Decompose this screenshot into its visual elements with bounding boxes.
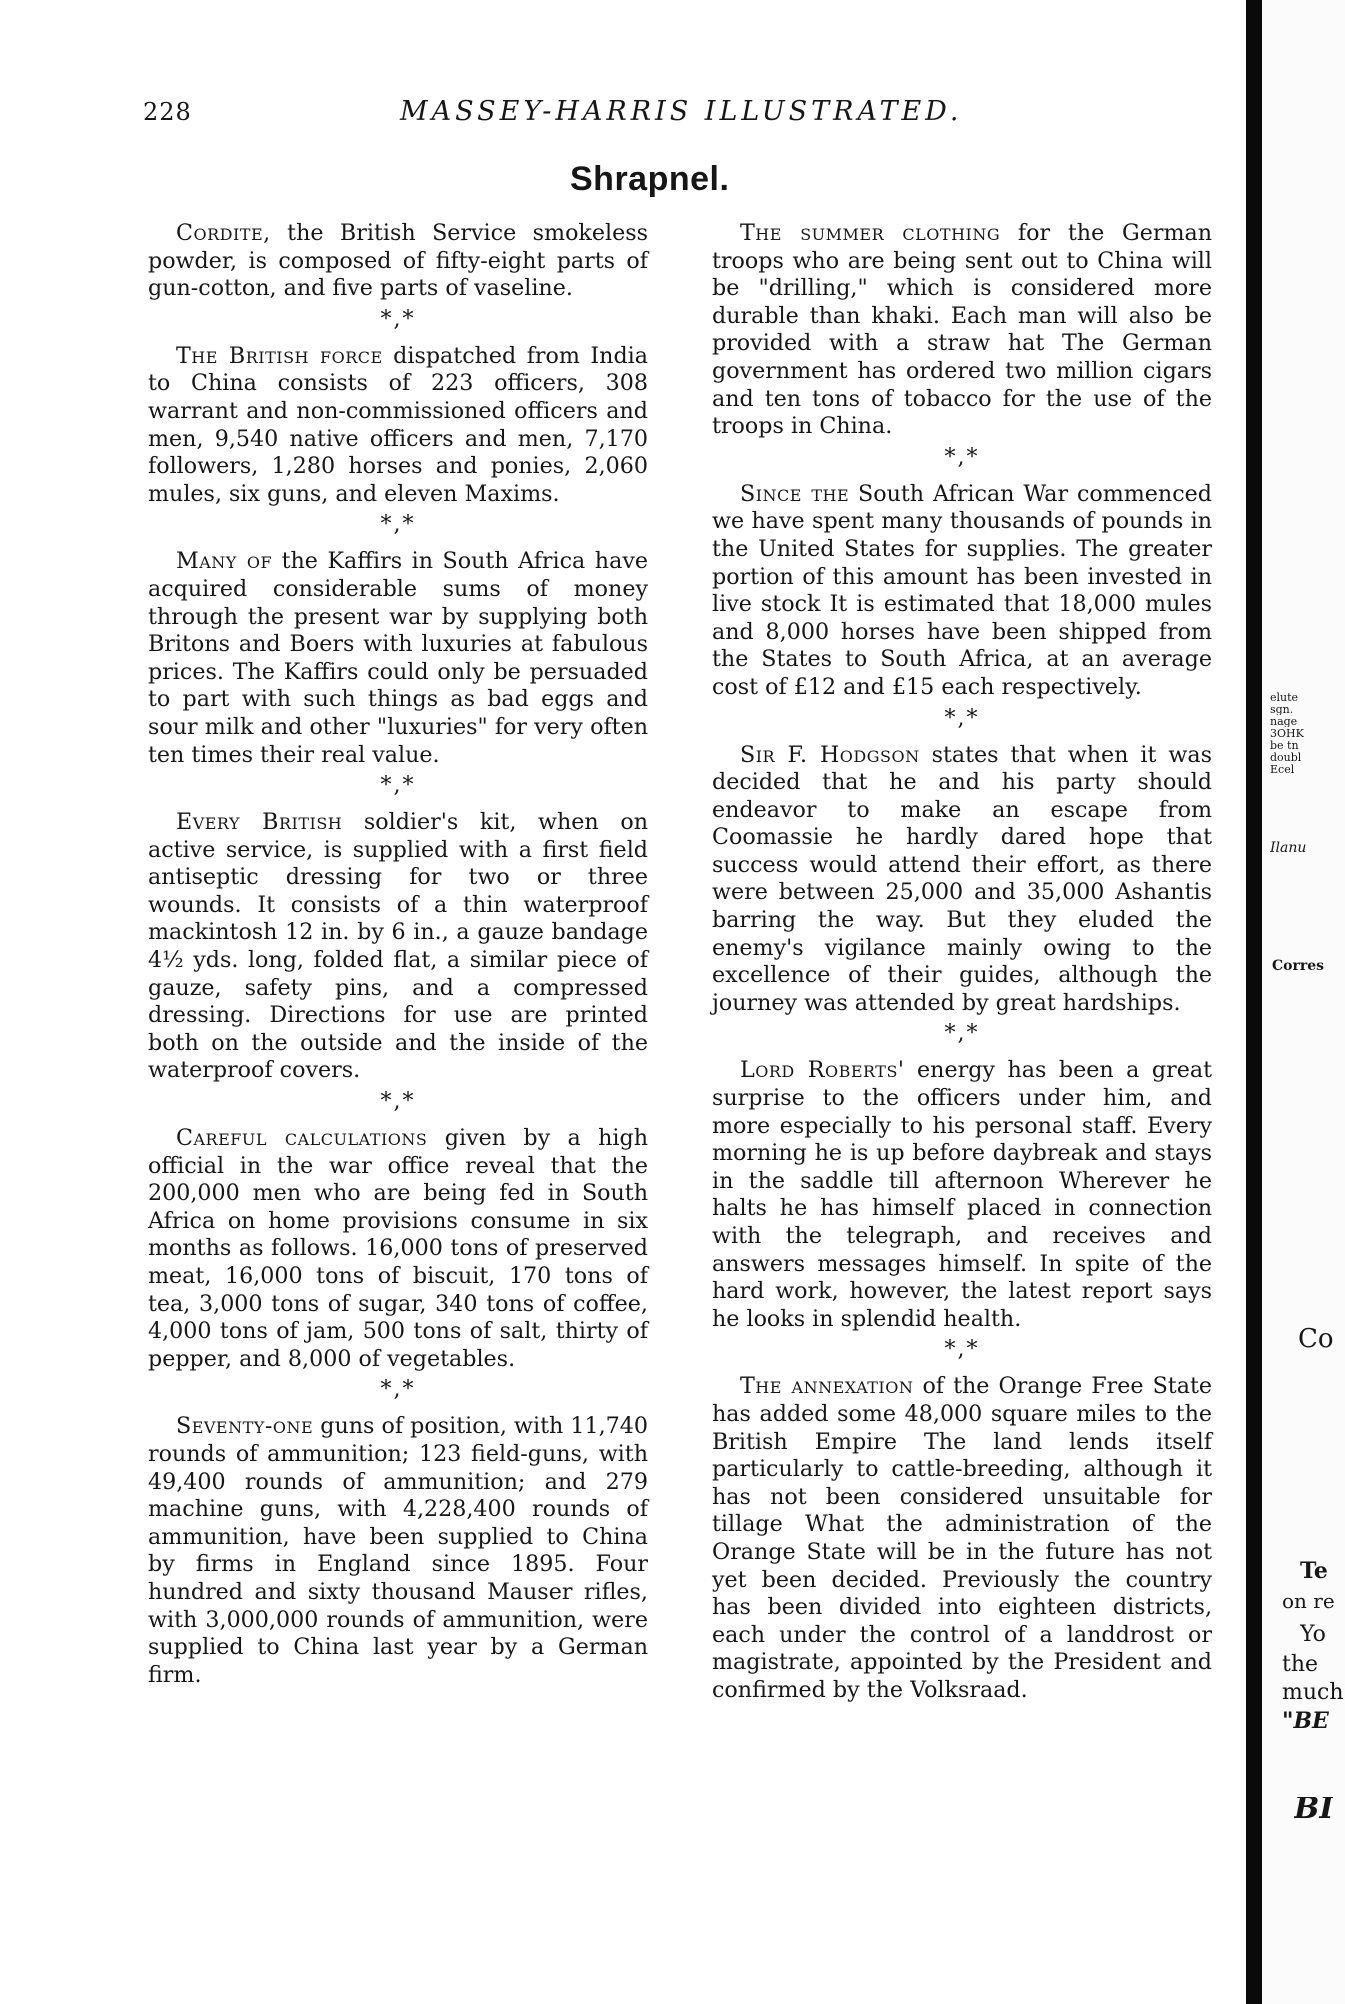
item-lead: Cordite, — [176, 220, 271, 246]
item-text: energy has been a great surprise to the officers under him, and more especially to his personal staff. Every morning he is up before daybreak and stays in the saddle till afternoon Wherever he halts he has himself placed in connection with the telegraph, and receives and answers messages himself. In spite of the hard work, however, the latest report says he looks in splendid health. — [712, 1057, 1212, 1332]
item-text: soldier's kit, when on active service, is supplied with a first field antiseptic dressing for two or three wounds. It consists of a thin waterproof mackintosh 12 in. by 6 in., a gauze bandage 4½ yds. long, folded flat, a similar piece of gauze, safety pins, and a compressed dressing. Directions for use are printed both on the outside and the inside of the waterproof covers. — [148, 809, 648, 1084]
item-annexation — [712, 1373, 1212, 1704]
separator: *,* — [380, 512, 416, 538]
left-column — [148, 220, 648, 1689]
adjacent-fragment: Co — [1298, 1327, 1334, 1351]
gutter-shadow — [1246, 0, 1262, 2004]
adjacent-fragment: BI — [1294, 1797, 1334, 1821]
item-lead: Every British — [176, 809, 343, 836]
adjacent-fragment: Corres — [1272, 958, 1325, 974]
adjacent-fragment: Yo — [1300, 1623, 1326, 1647]
page-number: 228 — [143, 98, 192, 126]
adjacent-fragment: "BE — [1282, 1709, 1329, 1733]
adjacent-fragment: sgn. — [1270, 704, 1294, 715]
item-soldier-kit — [148, 809, 648, 1085]
item-calculations — [148, 1125, 648, 1373]
adjacent-fragment: nage — [1270, 716, 1298, 727]
separator: *,* — [380, 1089, 416, 1115]
item-text: states that when it was decided that he and his party should endeavor to make an escape from Coomassie he hardly dared hope that success would attend their effort, as there were between 25,000 and 35,000 Ashantis barring the way. But they eluded the enemy's vigilance mainly owing to the excellence of their guides, although the journey was attended by great hardships. — [712, 741, 1212, 1016]
item-cordite — [148, 220, 648, 303]
separator: *,* — [380, 773, 416, 799]
item-lead: The summer clothing — [740, 220, 1001, 246]
item-text: guns of position, with 11,740 rounds of ammunition; 123 field-guns, with 49,400 rounds of ammunition; and 279 machine guns, with 4,228,400 rounds of ammunition, have been supplied to China by firms in England since 1895. Four hundred and sixty thousand Mauser rifles, with 3,000,000 rounds of ammunition, were supplied to China last year by a German firm. — [148, 1413, 648, 1688]
item-lead: The annexation — [740, 1373, 914, 1400]
adjacent-fragment: Ecel — [1270, 764, 1295, 775]
separator: *,* — [380, 1377, 416, 1403]
adjacent-fragment: be tn — [1270, 740, 1299, 751]
adjacent-fragment: 3OHK — [1270, 728, 1304, 739]
item-text: dispatched from India to China consists of 223 officers, 308 warrant and non-commissioned officers and men, 9,540 native officers and men, 7,170 followers, 1,280 horses and ponies, 2,060 mules, six guns, and eleven Maxims. — [148, 342, 648, 507]
separator: *,* — [944, 705, 980, 731]
running-head: MASSEY-HARRIS ILLUSTRATED. — [400, 96, 963, 127]
separator: *,* — [944, 1021, 980, 1047]
adjacent-fragment: Te — [1300, 1559, 1328, 1583]
page-title: Shrapnel. — [570, 160, 730, 198]
item-hodgson — [712, 742, 1212, 1018]
item-text: the Kaffirs in South Africa have acquired considerable sums of money through the present war by supplying both Britons and Boers with luxuries at fabulous prices. The Kaffirs could only be persuaded to part with such things as bad eggs and sour milk and other "luxuries" for very often ten times their real value. — [148, 548, 648, 768]
adjacent-fragment: Ilanu — [1270, 840, 1307, 856]
item-lead: Sir F. Hodgson — [740, 741, 920, 768]
item-lead: Since the — [740, 480, 850, 507]
adjacent-fragment: the — [1282, 1653, 1319, 1677]
adjacent-page — [1262, 0, 1345, 2004]
item-south-african-war — [712, 481, 1212, 702]
item-kaffirs — [148, 548, 648, 769]
separator: *,* — [944, 1337, 980, 1363]
separator: *,* — [380, 306, 416, 332]
item-lead: Lord Roberts' — [740, 1057, 905, 1084]
item-lead: Seventy-one — [176, 1413, 314, 1440]
item-summer-clothing — [712, 220, 1212, 441]
right-column — [712, 220, 1212, 1705]
item-lead: The British force — [176, 342, 383, 369]
adjacent-fragment: elute — [1270, 692, 1299, 703]
item-lead: Careful calculations — [176, 1125, 428, 1152]
item-lord-roberts — [712, 1057, 1212, 1333]
separator: *,* — [944, 444, 980, 470]
item-text: South African War commenced we have spent many thousands of pounds in the United States for supplies. The greater portion of this amount has been invested in live stock It is estimated that 18,000 mules and 8,000 horses have been shipped from the States to South Africa, at an average cost of £12 and £15 each respectively. — [712, 480, 1212, 700]
item-text: the British Service smokeless powder, is composed of fifty-eight parts of gun-cotton, and five parts of vaseline. — [148, 220, 648, 302]
item-text: of the Orange Free State has added some 48,000 square miles to the British Empire The land lends itself particularly to cattle-breeding, although it has not been considered unsuitable for tillage What the administration of the Orange State will be in the future has not yet been decided. Previously the country has been divided into eighteen districts, each under the control of a landdrost or magistrate, appointed by the President and confirmed by the Volksraad. — [712, 1373, 1212, 1703]
item-guns — [148, 1413, 648, 1689]
item-text: given by a high official in the war office reveal that the 200,000 men who are being fed in South Africa on home provisions consume in six months as follows. 16,000 tons of preserved meat, 16,000 tons of biscuit, 170 tons of tea, 3,000 tons of sugar, 340 tons of coffee, 4,000 tons of jam, 500 tons of salt, thirty of pepper, and 8,000 of vegetables. — [148, 1125, 648, 1372]
adjacent-fragment: on re — [1282, 1589, 1335, 1613]
adjacent-fragment: doubl — [1270, 752, 1302, 763]
item-text: for the German troops who are being sent out to China will be "drilling," which is considered more durable than khaki. Each man will also be provided with a straw hat The German government has ordered two million cigars and ten tons of tobacco for the use of the troops in China. — [712, 220, 1213, 440]
item-british-force — [148, 343, 648, 509]
adjacent-fragment: much — [1282, 1681, 1344, 1705]
item-lead: Many of — [176, 548, 273, 575]
